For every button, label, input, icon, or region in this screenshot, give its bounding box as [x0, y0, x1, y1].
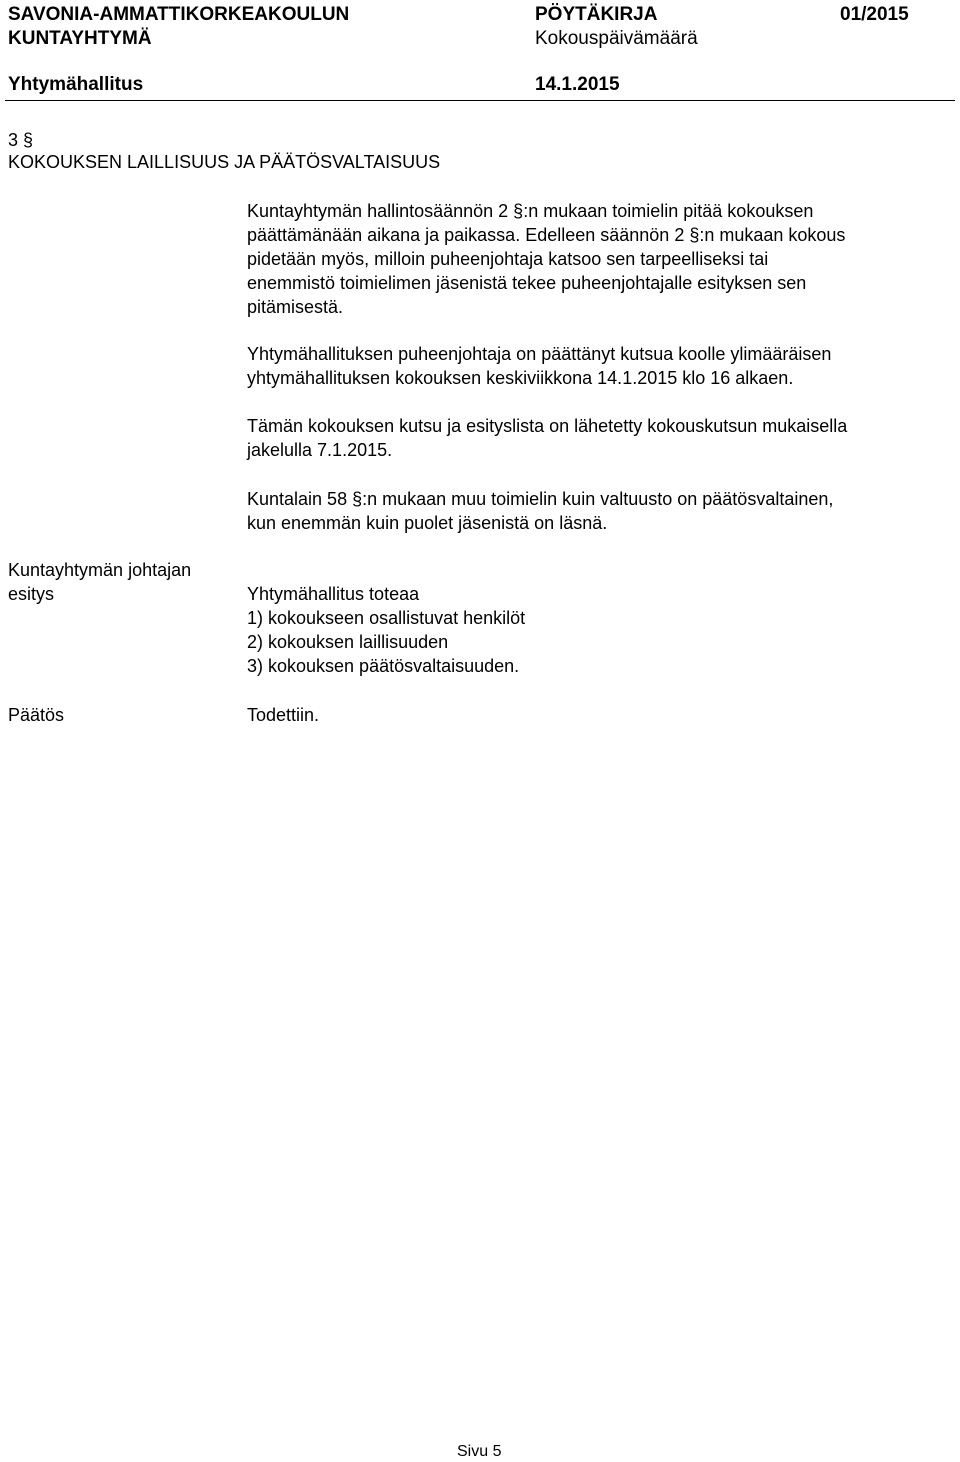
proposal-line: Yhtymähallitus toteaa [247, 584, 420, 604]
paragraph-line: pitämisestä. [247, 297, 344, 317]
org-name-line1: SAVONIA-AMMATTIKORKEAKOULUN [8, 4, 350, 25]
meeting-date: 14.1.2015 [535, 74, 620, 95]
doc-number: 01/2015 [840, 4, 909, 25]
paragraph-rules [247, 199, 952, 319]
org-name-line2: KUNTAYHTYMÄ [8, 28, 152, 49]
paragraph-line: enemmistö toimielimen jäsenistä tekee puheenjohtajalle esityksen sen [247, 273, 807, 293]
paragraph-line: Tämän kokouksen kutsu ja esityslista on lähetetty kokouskutsun mukaisella [247, 416, 848, 436]
paragraph-line: jakelulla 7.1.2015. [247, 440, 393, 460]
paragraph-line: pidetään myös, milloin puheenjohtaja katsoo sen tarpeelliseksi tai [247, 249, 769, 269]
paragraph-invitation [247, 414, 952, 462]
proposal-label-line1: Kuntayhtymän johtajan [8, 560, 192, 580]
paragraph-quorum [247, 487, 952, 535]
paragraph-meeting-call [247, 342, 952, 390]
page-number: Sivu 5 [457, 1443, 502, 1460]
section-title: KOKOUKSEN LAILLISUUS JA PÄÄTÖSVALTAISUUS [8, 152, 441, 172]
paragraph-line: yhtymähallituksen kokouksen keskiviikkona 14.1.2015 klo 16 alkaen. [247, 368, 794, 388]
proposal-line: 1) kokoukseen osallistuvat henkilöt [247, 608, 526, 628]
body-name: Yhtymähallitus [8, 74, 144, 95]
proposal-label-line2: esitys [8, 584, 55, 604]
decision-text: Todettiin. [247, 705, 320, 725]
proposal-text [247, 582, 952, 678]
decision-label: Päätös [8, 705, 65, 725]
proposal-line: 3) kokouksen päätösvaltaisuuden. [247, 656, 520, 676]
paragraph-line: päättämänään aikana ja paikassa. Edelleen säännön 2 §:n mukaan kokous [247, 225, 846, 245]
paragraph-line: Kuntalain 58 §:n mukaan muu toimielin kuin valtuusto on päätösvaltainen, [247, 489, 834, 509]
proposal-line: 2) kokouksen laillisuuden [247, 632, 449, 652]
date-label: Kokouspäivämäärä [535, 28, 698, 49]
paragraph-line: Yhtymähallituksen puheenjohtaja on päättänyt kutsua koolle ylimääräisen [247, 344, 832, 364]
doc-type: PÖYTÄKIRJA [535, 4, 658, 25]
header-divider [5, 100, 955, 101]
paragraph-line: kun enemmän kuin puolet jäsenistä on läsnä. [247, 513, 608, 533]
paragraph-line: Kuntayhtymän hallintosäännön 2 §:n mukaan toimielin pitää kokouksen [247, 201, 814, 221]
section-number: 3 § [8, 130, 34, 150]
